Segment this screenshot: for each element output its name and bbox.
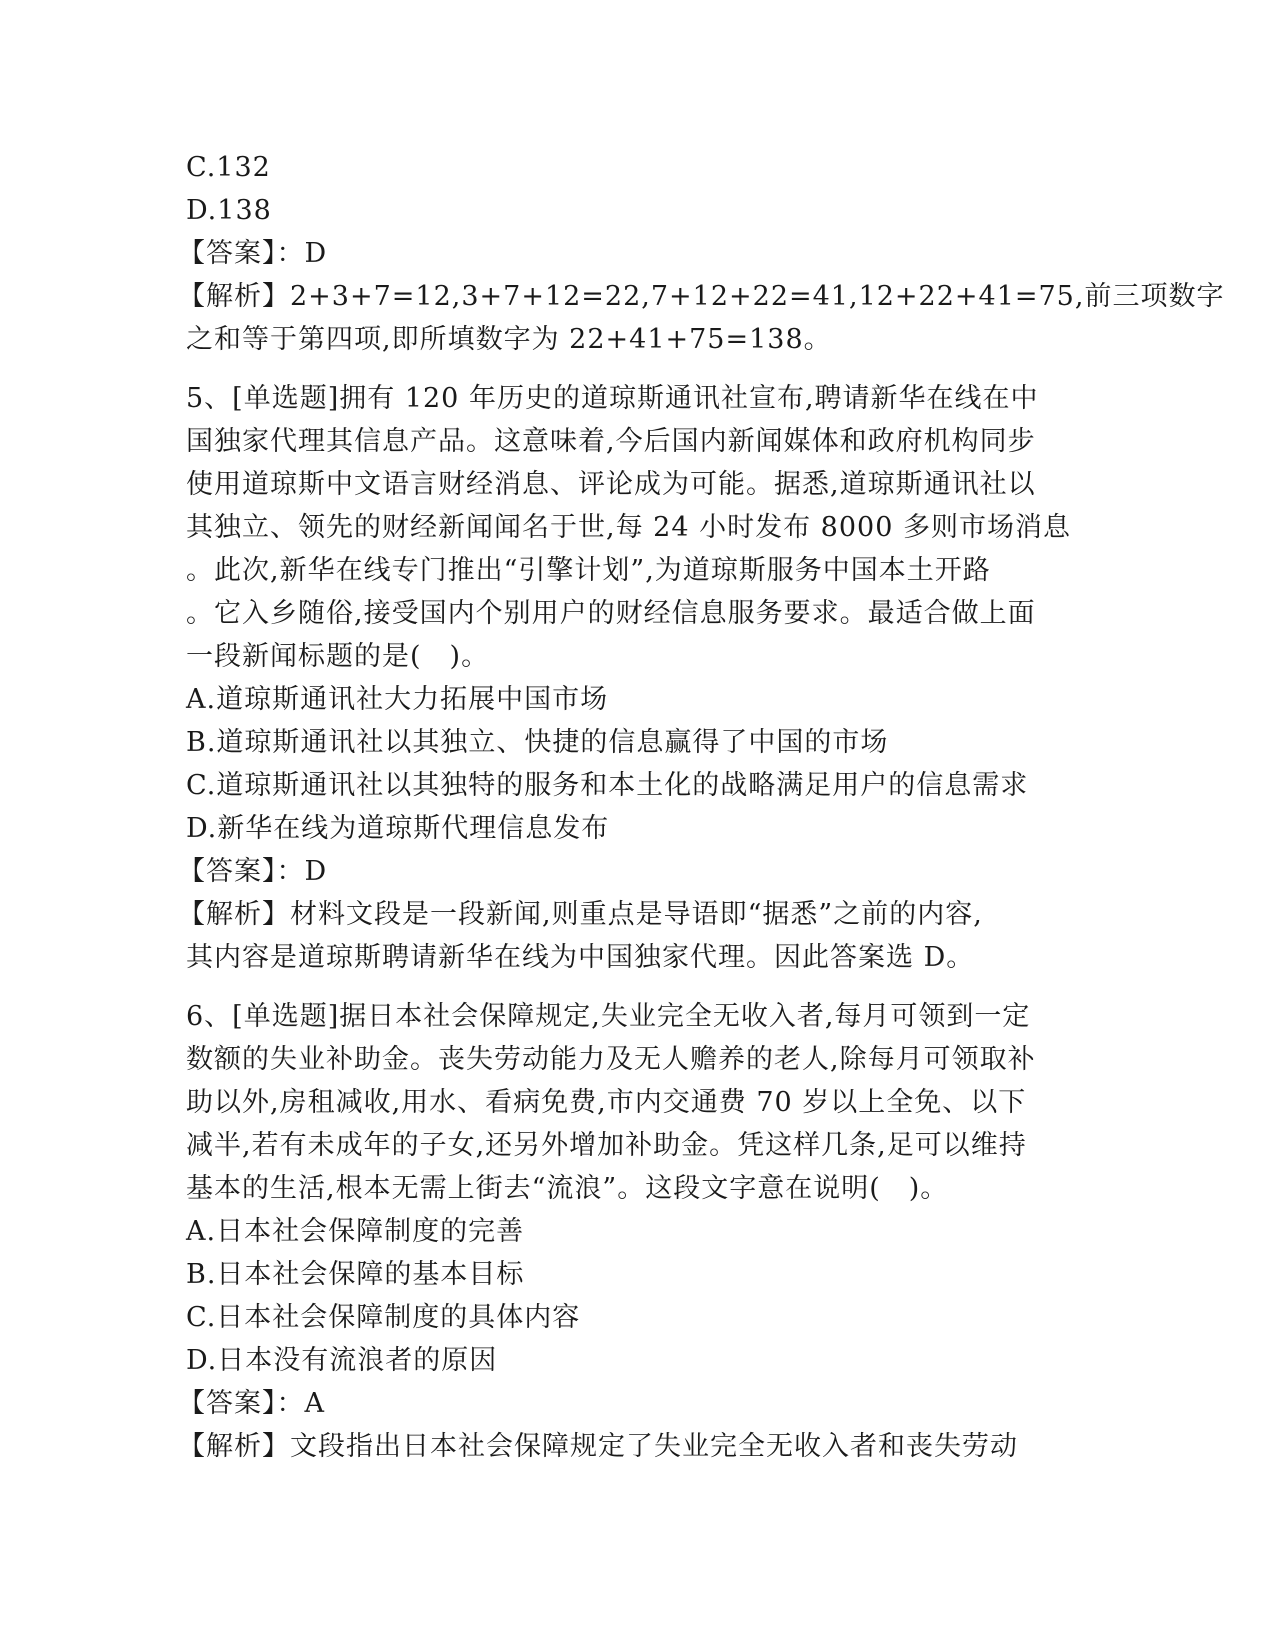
question-6 [178,995,1086,1468]
option-a: A.日本社会保障制度的完善 [186,1216,525,1247]
question-text-line: 使用道琼斯中文语言财经消息、评论成为可能。据悉,道琼斯通讯社以 [186,469,1036,500]
question-text-line: 一段新闻标题的是( )。 [186,641,490,672]
answer-line: 【答案】：D [178,856,328,887]
option-b: B.道琼斯通讯社以其独立、快捷的信息赢得了中国的市场 [186,727,889,758]
option-c: C.132 [186,152,271,183]
question-4-tail [178,146,1225,361]
option-d: D.新华在线为道琼斯代理信息发布 [186,813,610,844]
document-page [178,146,1225,1468]
answer-line: 【答案】：A [178,1388,325,1419]
answer-line: 【答案】：D [178,238,328,269]
question-text-line: 。它入乡随俗,接受国内个别用户的财经信息服务要求。最适合做上面 [186,598,1036,629]
option-c: C.日本社会保障制度的具体内容 [186,1302,581,1333]
question-text-line: 数额的失业补助金。丧失劳动能力及无人赡养的老人,除每月可领取补 [186,1044,1036,1075]
question-5 [178,377,1086,979]
analysis-line: 【解析】材料文段是一段新闻,则重点是导语即“据悉”之前的内容, [178,899,983,930]
option-a: A.道琼斯通讯社大力拓展中国市场 [186,684,609,715]
option-b: B.日本社会保障的基本目标 [186,1259,525,1290]
option-d: D.138 [186,195,272,226]
option-c: C.道琼斯通讯社以其独特的服务和本土化的战略满足用户的信息需求 [186,770,1029,801]
analysis-line: 之和等于第四项,即所填数字为 22+41+75=138。 [186,324,832,355]
question-text-line: 6、[单选题]据日本社会保障规定,失业完全无收入者,每月可领到一定 [186,1001,1031,1032]
question-text-line: 。此次,新华在线专门推出“引擎计划”,为道琼斯服务中国本土开路 [186,555,991,586]
question-text-line: 国独家代理其信息产品。这意味着,今后国内新闻媒体和政府机构同步 [186,426,1036,457]
option-d: D.日本没有流浪者的原因 [186,1345,498,1376]
question-text-line: 助以外,房租减收,用水、看病免费,市内交通费 70 岁以上全免、以下 [186,1087,1027,1118]
question-text-line: 基本的生活,根本无需上街去“流浪”。这段文字意在说明( )。 [186,1173,949,1204]
question-text-line: 减半,若有未成年的子女,还另外增加补助金。凭这样几条,足可以维持 [186,1130,1027,1161]
analysis-line: 其内容是道琼斯聘请新华在线为中国独家代理。因此答案选 D。 [186,942,975,973]
question-text-line: 5、[单选题]拥有 120 年历史的道琼斯通讯社宣布,聘请新华在线在中 [186,383,1039,414]
question-text-line: 其独立、领先的财经新闻闻名于世,每 24 小时发布 8000 多则市场消息 [186,512,1071,543]
analysis-line: 【解析】2+3+7=12,3+7+12=22,7+12+22=41,12+22+41=75,前三项数字 [178,281,1225,312]
analysis-line: 【解析】文段指出日本社会保障规定了失业完全无收入者和丧失劳动 [178,1431,1018,1462]
